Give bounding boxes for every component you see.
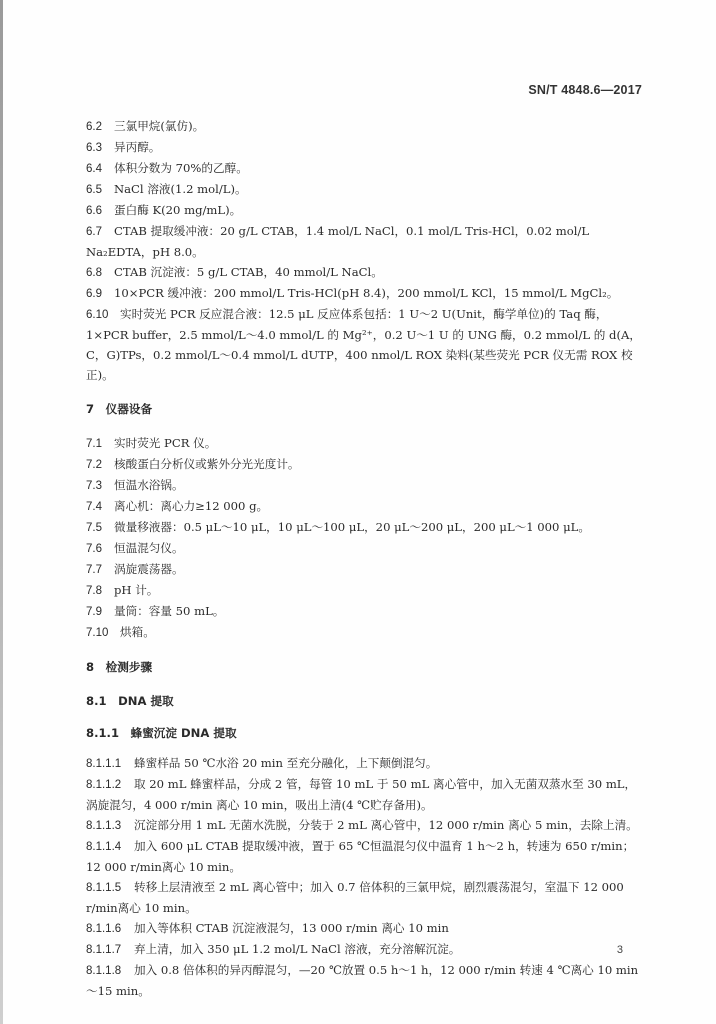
equipment-item: 7.10 烘箱。: [86, 625, 155, 639]
subsection-8-1-heading: 8.1 DNA 提取: [86, 694, 174, 708]
procedure-step: 8.1.1.5 转移上层清液至 2 mL 离心管中；加入 0.7 倍体积的三氯甲烷，剧烈震荡混匀，室温下 12 000 r/min离心 10 min。: [86, 880, 624, 915]
reagent-item: 6.10 实时荧光 PCR 反应混合液：12.5 μL 反应体系包括：1 U～2 U(Unit，酶学单位)的 Taq 酶，1×PCR buffer，2.5 mmol/L～4.0 mmol/L 的 Mg²⁺，0.2 U～1 U 的 UNG 酶，0.2 mmol/L 的 d(A，C，G)TPs，0.2 mmol/L～0.4 mmol/L dUTP，400 nmol/L ROX 染料(某些荧光 PCR 仪无需 ROX 校正)。: [86, 307, 641, 382]
page-number: 3: [616, 944, 623, 956]
procedure-step: 8.1.1.6 加入等体积 CTAB 沉淀液混匀，13 000 r/min 离心 10 min: [86, 921, 449, 935]
standard-code: SN/T 4848.6—2017: [528, 83, 642, 97]
reagent-item: 6.7 CTAB 提取缓冲液：20 g/L CTAB，1.4 mol/L NaCl，0.1 mol/L Tris-HCl，0.02 mol/L Na₂EDTA，pH 8.0。: [86, 224, 590, 259]
section-8-heading: 8 检测步骤: [86, 660, 153, 674]
procedure-step: 8.1.1.7 弃上清，加入 350 μL 1.2 mol/L NaCl 溶液，充分溶解沉淀。: [86, 942, 461, 956]
equipment-item: 7.4 离心机：离心力≥12 000 g。: [86, 499, 269, 513]
reagent-item: 6.6 蛋白酶 K(20 mg/mL)。: [86, 203, 242, 217]
reagent-item: 6.9 10×PCR 缓冲液：200 mmol/L Tris-HCl(pH 8.4)，200 mmol/L KCl，15 mmol/L MgCl₂。: [86, 286, 619, 300]
equipment-item: 7.3 恒温水浴锅。: [86, 478, 184, 492]
equipment-item: 7.7 涡旋震荡器。: [86, 562, 184, 576]
equipment-item: 7.8 pH 计。: [86, 583, 159, 597]
page-content: [86, 116, 642, 1001]
reagent-item: 6.4 体积分数为 70%的乙醇。: [86, 161, 248, 175]
scan-edge: [0, 0, 3, 1024]
reagent-item: 6.5 NaCl 溶液(1.2 mol/L)。: [86, 182, 247, 196]
equipment-item: 7.2 核酸蛋白分析仪或紫外分光光度计。: [86, 457, 300, 471]
procedure-step: 8.1.1.8 加入 0.8 倍体积的异丙醇混匀，—20 ℃放置 0.5 h～1 h，12 000 r/min 转速 4 ℃离心 10 min～15 min。: [86, 963, 639, 998]
section-7-heading: 7 仪器设备: [86, 402, 153, 416]
subsection-8-1-1-heading: 8.1.1 蜂蜜沉淀 DNA 提取: [86, 726, 237, 740]
reagent-item: 6.3 异丙醇。: [86, 140, 161, 154]
procedure-step: 8.1.1.1 蜂蜜样品 50 ℃水浴 20 min 至充分融化，上下颠倒混匀。: [86, 756, 438, 770]
equipment-item: 7.5 微量移液器：0.5 μL～10 μL，10 μL～100 μL，20 μL～200 μL，200 μL～1 000 μL。: [86, 520, 590, 534]
equipment-item: 7.9 量筒：容量 50 mL。: [86, 604, 225, 618]
equipment-item: 7.6 恒温混匀仪。: [86, 541, 184, 555]
reagent-item: 6.2 三氯甲烷(氯仿)。: [86, 119, 205, 133]
procedure-step: 8.1.1.4 加入 600 μL CTAB 提取缓冲液，置于 65 ℃恒温混匀仪中温育 1 h～2 h，转速为 650 r/min；12 000 r/min离心 10 min。: [86, 839, 635, 874]
equipment-item: 7.1 实时荧光 PCR 仪。: [86, 436, 217, 450]
procedure-step: 8.1.1.3 沉淀部分用 1 mL 无菌水洗脱，分装于 2 mL 离心管中，12 000 r/min 离心 5 min，去除上清。: [86, 818, 638, 832]
procedure-step: 8.1.1.2 取 20 mL 蜂蜜样品，分成 2 管，每管 10 mL 于 50 mL 离心管中，加入无菌双蒸水至 30 mL，涡旋混匀，4 000 r/min 离心 10 min，吸出上清(4 ℃贮存备用)。: [86, 777, 637, 812]
reagent-item: 6.8 CTAB 沉淀液：5 g/L CTAB，40 mmol/L NaCl。: [86, 265, 383, 279]
